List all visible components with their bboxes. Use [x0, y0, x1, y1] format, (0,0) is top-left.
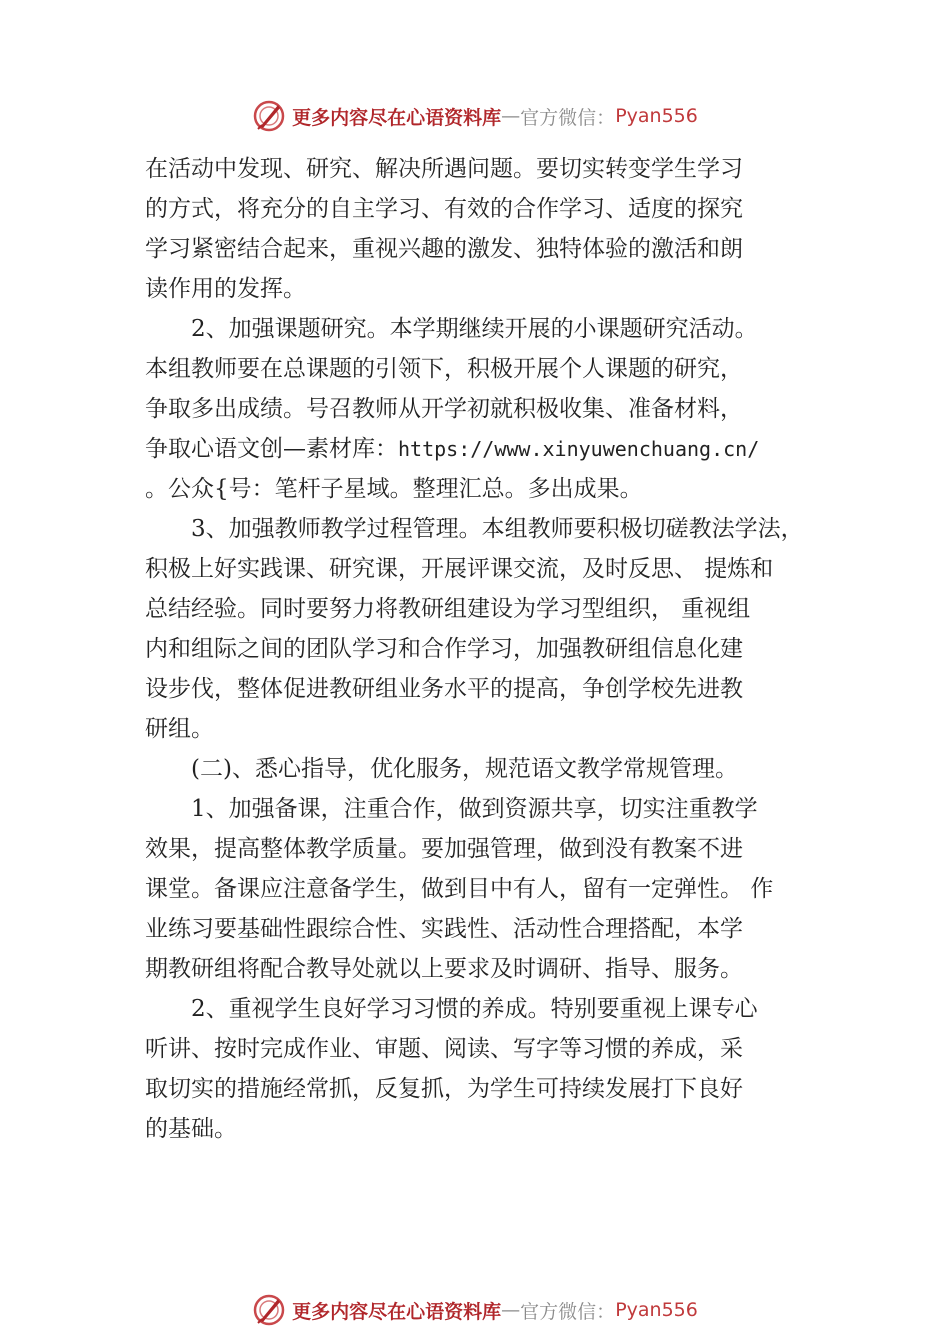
text-line: 的方式，将充分的自主学习、有效的合作学习、适度的探究 [145, 196, 743, 222]
text-line: 取切实的措施经常抓，反复抓，为学生可持续发展打下良好 [145, 1076, 743, 1102]
text-line: 积极上好实践课、研究课，开展评课交流，及时反思、 提炼和 [145, 556, 774, 582]
banner-title: 更多内容尽在心语资料库 [292, 1300, 502, 1323]
paragraph [145, 149, 845, 309]
text-line: 学习紧密结合起来，重视兴趣的激发、独特体验的激活和朗 [145, 236, 743, 262]
paragraph [145, 429, 845, 469]
text-line: 研组。 [145, 716, 214, 742]
text-line: 总结经验。同时要努力将教研组建设为学习型组织， 重视组 [145, 596, 751, 622]
banner-wechat-id: Pyan556 [615, 1299, 698, 1321]
paragraph [145, 989, 845, 1029]
banner-wechat-label: 官方微信： [520, 1300, 616, 1323]
banner-wechat-label: 官方微信： [520, 106, 616, 129]
text-line: 的基础。 [145, 1116, 237, 1142]
text-line: 读作用的发挥。 [145, 276, 306, 302]
banner-wechat-id: Pyan556 [615, 105, 698, 127]
quill-logo-icon [252, 1293, 286, 1327]
text-line: (二)、悉心指导，优化服务，规范语文教学常规管理。 [191, 756, 738, 782]
text-line [145, 429, 845, 469]
paragraph [145, 469, 845, 509]
text-line: 在活动中发现、研究、解决所遇问题。要切实转变学生学习 [145, 156, 743, 182]
text-line: 2、加强课题研究。本学期继续开展的小课题研究活动。 [191, 316, 758, 342]
text-line: 3、加强教师教学过程管理。本组教师要积极切磋教法学法， [191, 516, 804, 542]
text-line: 设步伐，整体促进教研组业务水平的提高，争创学校先进教 [145, 676, 743, 702]
text-line: 本组教师要在总课题的引领下，积极开展个人课题的研究， [145, 356, 743, 382]
paragraph [145, 309, 845, 429]
paragraph [145, 789, 845, 829]
paragraph [145, 829, 845, 989]
text-line: 效果，提高整体教学质量。要加强管理，做到没有教案不进 [145, 836, 743, 862]
text-line: 内和组际之间的团队学习和合作学习，加强教研组信息化建 [145, 636, 743, 662]
text-line: 2、重视学生良好学习习惯的养成。特别要重视上课专心 [191, 996, 758, 1022]
banner-title: 更多内容尽在心语资料库 [292, 106, 502, 129]
banner-separator: — [501, 105, 521, 127]
footer-banner [0, 1290, 950, 1330]
resource-label: 争取心语文创—素材库： [145, 436, 398, 462]
text-line: 听讲、按时完成作业、审题、阅读、写字等习惯的养成，采 [145, 1036, 743, 1062]
quill-logo-icon [252, 99, 286, 133]
paragraph [145, 1029, 845, 1149]
resource-url: https://www.xinyuwenchuang.cn/ [398, 437, 760, 461]
text-line: 业练习要基础性跟综合性、实践性、活动性合理搭配，本学 [145, 916, 743, 942]
paragraph [145, 749, 845, 789]
paragraph [145, 509, 845, 749]
text-line: 课堂。备课应注意备学生，做到目中有人，留有一定弹性。 作 [145, 876, 774, 902]
text-line: 争取多出成绩。号召教师从开学初就积极收集、准备材料， [145, 396, 743, 422]
banner-separator: — [501, 1299, 521, 1321]
text-line: 期教研组将配合教导处就以上要求及时调研、指导、服务。 [145, 956, 743, 982]
text-line: 。公众{号：笔杆子星域。整理汇总。多出成果。 [145, 476, 643, 502]
header-banner [0, 96, 950, 136]
document-body [145, 149, 845, 1149]
text-line: 1、加强备课，注重合作，做到资源共享，切实注重教学 [191, 796, 758, 822]
